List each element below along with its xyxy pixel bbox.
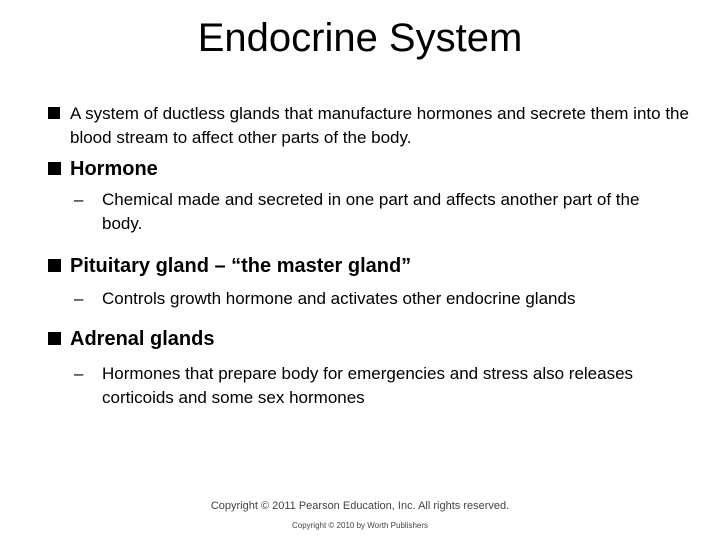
square-bullet-icon (48, 259, 61, 272)
slide-title: Endocrine System (197, 16, 523, 60)
bullet-heading: Hormone (70, 158, 158, 180)
bullet-text: A system of ductless glands that manufacture hormones and secrete them into the blood stream to affect other parts of the body. (70, 104, 689, 147)
dash-bullet-icon: – (74, 289, 84, 308)
square-bullet-icon (48, 107, 60, 119)
bullet-heading: Pituitary gland – “the master gland” (70, 255, 412, 277)
sub-bullet-text: Controls growth hormone and activates other endocrine glands (102, 289, 576, 308)
dash-bullet-icon: – (74, 364, 84, 383)
square-bullet-icon (48, 332, 61, 345)
bullet-heading: Adrenal glands (70, 328, 215, 350)
dash-bullet-icon: – (74, 190, 84, 209)
sub-bullet-text: Chemical made and secreted in one part and affects another part of the body. (102, 190, 640, 233)
sub-bullet-text: Hormones that prepare body for emergencies and stress also releases corticoids and some sex hormones (102, 364, 634, 407)
copyright-worth: Copyright © 2010 by Worth Publishers (291, 521, 429, 530)
copyright-pearson: Copyright © 2011 Pearson Education, Inc. All rights reserved. (210, 500, 510, 512)
square-bullet-icon (48, 162, 61, 175)
